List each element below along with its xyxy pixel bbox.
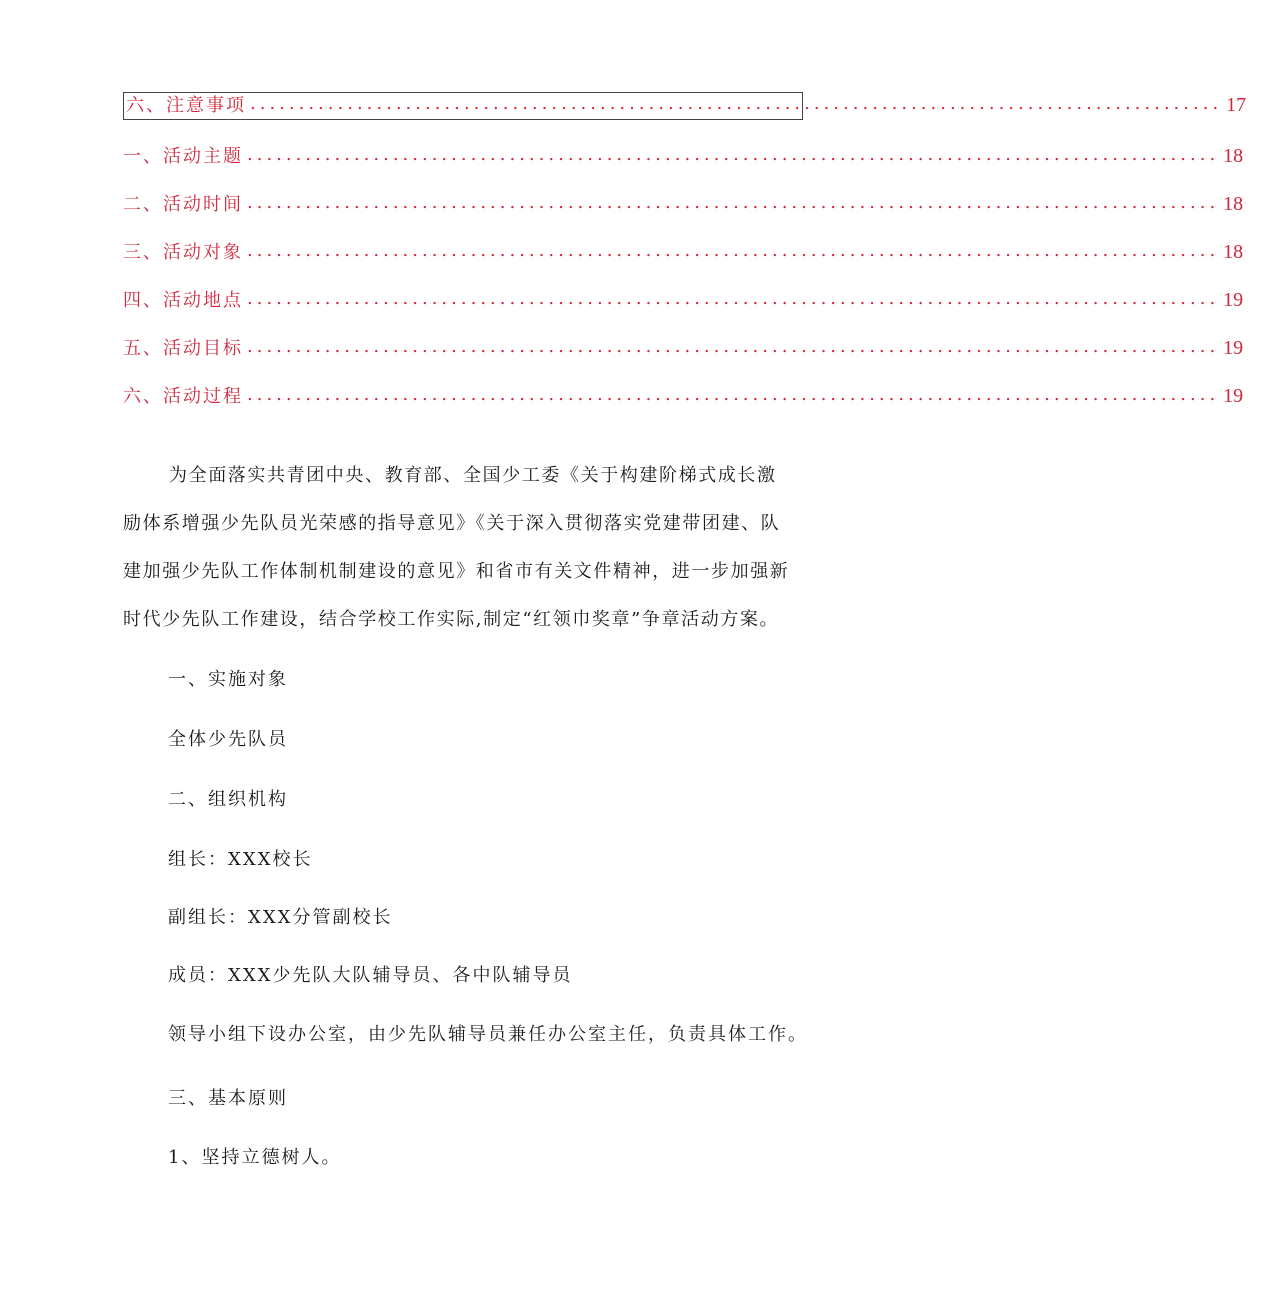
toc-entry-activity-process[interactable] — [123, 378, 1244, 408]
toc-entry-activity-time[interactable] — [123, 186, 1244, 216]
office-line: 领导小组下设办公室，由少先队辅导员兼任办公室主任，负责具体工作。 — [168, 1024, 808, 1045]
intro-line: 时代少先队工作建设，结合学校工作实际,制定“红领巾奖章”争章活动方案。 — [123, 609, 780, 630]
toc-entry-activity-audience[interactable] — [123, 234, 1244, 264]
toc-page-number: 19 — [1223, 289, 1244, 311]
toc-entry-activity-goals[interactable] — [123, 330, 1244, 360]
toc-page-number: 19 — [1223, 385, 1244, 407]
toc-label: 六、注意事项 — [126, 95, 246, 116]
toc-label: 六、活动过程 — [123, 386, 243, 407]
toc-label: 四、活动地点 — [123, 290, 243, 311]
toc-label: 三、活动对象 — [123, 242, 243, 263]
toc-dot-leader: .................................................................................................... — [247, 144, 1220, 165]
intro-line: 为全面落实共青团中央、教育部、全国少工委《关于构建阶梯式成长激 — [169, 465, 777, 486]
toc-dot-leader: .................................................................................................... — [247, 288, 1220, 309]
table-of-contents — [123, 92, 1247, 408]
toc-page-number: 18 — [1223, 241, 1244, 263]
toc-label: 五、活动目标 — [123, 338, 243, 359]
vice-leader-line: 副组长：XXX分管副校长 — [168, 907, 393, 928]
intro-line: 建加强少先队工作体制机制建设的意见》和省市有关文件精神，进一步加强新 — [123, 561, 790, 582]
toc-entry-activity-theme[interactable] — [123, 138, 1244, 168]
toc-label: 二、活动时间 — [123, 194, 243, 215]
toc-dot-leader: .................................................................................................... — [247, 336, 1220, 357]
toc-label: 一、活动主题 — [123, 146, 243, 167]
section-heading-principles: 三、基本原则 — [168, 1088, 288, 1109]
toc-page-number: 18 — [1223, 193, 1244, 215]
intro-line: 励体系增强少先队员光荣感的指导意见》《关于深入贯彻落实党建带团建、队 — [123, 513, 781, 534]
section-heading-organization: 二、组织机构 — [168, 789, 288, 810]
toc-page-number: 19 — [1223, 337, 1244, 359]
section-heading-implementation-target: 一、实施对象 — [168, 669, 288, 690]
intro-paragraph — [123, 458, 823, 638]
toc-dot-leader: .................................................................................................... — [247, 384, 1220, 405]
toc-entry-notes[interactable] — [123, 92, 1247, 120]
leader-line: 组长：XXX校长 — [168, 849, 313, 870]
toc-entry-activity-location[interactable] — [123, 282, 1244, 312]
toc-page-number: 18 — [1223, 145, 1244, 167]
toc-dot-leader: .................................................................................................... — [250, 93, 1223, 114]
principle-1: 1、坚持立德树人。 — [168, 1147, 342, 1168]
toc-dot-leader: .................................................................................................... — [247, 240, 1220, 261]
toc-dot-leader: .................................................................................................... — [247, 192, 1220, 213]
members-line: 成员：XXX少先队大队辅导员、各中队辅导员 — [168, 965, 573, 986]
section-body-all-members: 全体少先队员 — [168, 729, 288, 750]
toc-page-number: 17 — [1226, 94, 1247, 116]
